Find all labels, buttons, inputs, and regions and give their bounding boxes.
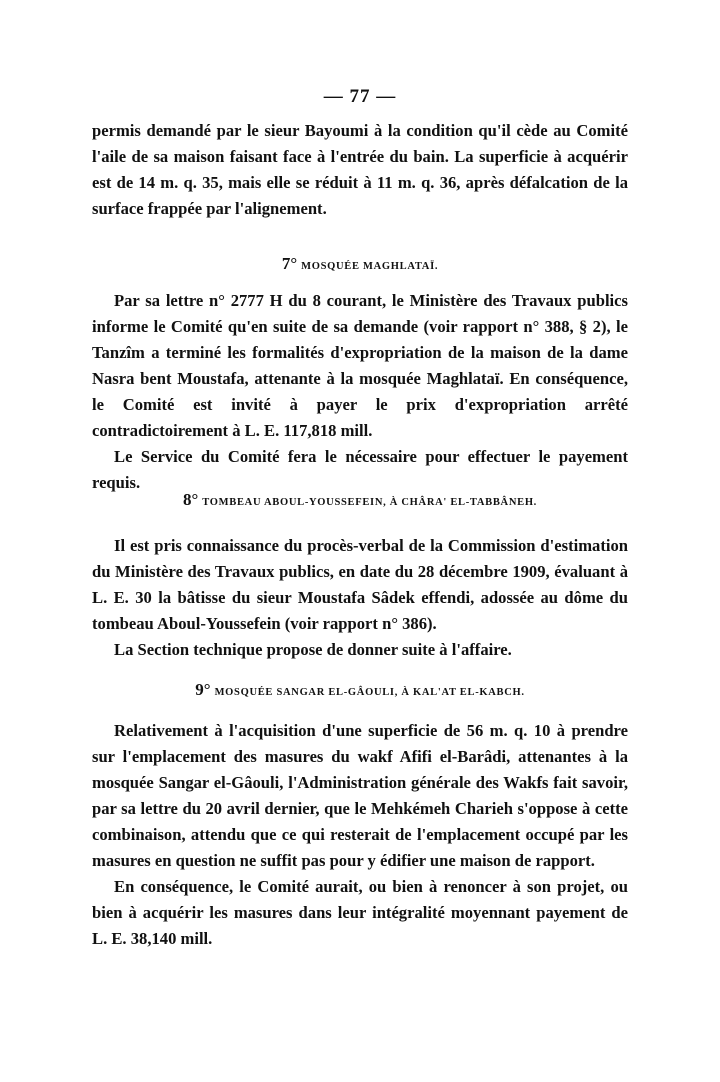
section-9-paragraph-1: Relativement à l'acquisition d'une superficie de 56 m. q. 10 à prendre sur l'emplacement des masures du wakf Afifi el-Barâdi, attenantes à la mosquée Sangar el-Gâouli, l'Administration générale des Wakfs fait savoir, par sa lettre du 20 avril dernier, que le Mehkémeh Charieh s'oppose à cette combinaison, attendu que ce qui resterait de l'emplacement occupé par les masures en question ne suffit pas pour y édifier une maison de rapport. xyxy=(92,721,628,870)
section-8-title: TOMBEAU ABOUL-YOUSSEFEIN, À CHÂRA' EL-TABBÂNEH. xyxy=(202,497,538,508)
section-9-number: 9° xyxy=(195,680,211,699)
section-7-body xyxy=(92,288,628,496)
section-7-paragraph-2: Le Service du Comité fera le nécessaire pour effectuer le payement requis. xyxy=(92,447,628,492)
continued-text-block xyxy=(92,118,628,222)
section-7-number: 7° xyxy=(281,254,298,273)
continued-paragraph: permis demandé par le sieur Bayoumi à la condition qu'il cède au Comité l'aile de sa maison faisant face à l'entrée du bain. La superficie à acquérir est de 14 m. q. 35, mais elle se réduit à 11 m. q. 36, après défalcation de la surface frappée par l'alignement. xyxy=(92,121,628,218)
section-9-heading xyxy=(92,680,628,700)
section-8-paragraph-2: La Section technique propose de donner suite à l'affaire. xyxy=(114,640,512,659)
section-7-title: MOSQUÉE MAGHLATAÏ. xyxy=(301,261,439,272)
page-number: — 77 — xyxy=(323,86,397,107)
section-9-body xyxy=(92,718,628,952)
section-7-heading xyxy=(92,254,628,274)
section-8-number: 8° xyxy=(182,490,199,509)
section-9-title: MOSQUÉE SANGAR EL-GÂOULI, À KAL'AT EL-KABCH. xyxy=(214,687,525,698)
section-8-heading xyxy=(92,490,628,510)
section-7-paragraph-1: Par sa lettre n° 2777 H du 8 courant, le Ministère des Travaux publics informe le Comité qu'en suite de sa demande (voir rapport n° 388, § 2), le Tanzîm a terminé les formalités d'expropriation de la maison de la dame Nasra bent Moustafa, attenante à la mosquée Maghlataï. En conséquence, le Comité est invité à payer le prix d'expropriation arrêté contradictoirement à L. E. 117,818 mill. xyxy=(92,291,628,440)
section-9-paragraph-2: En conséquence, le Comité aurait, ou bien à renoncer à son projet, ou bien à acquérir les masures dans leur intégralité moyennant payement de L. E. 38,140 mill. xyxy=(92,877,628,948)
section-8-paragraph-1: Il est pris connaissance du procès-verbal de la Commission d'estimation du Ministère des Travaux publics, en date du 28 décembre 1909, évaluant à L. E. 30 la bâtisse du sieur Moustafa Sâdek effendi, adossée au dôme du tombeau Aboul-Youssefein (voir rapport n° 386). xyxy=(92,536,628,633)
section-8-body xyxy=(92,533,628,663)
